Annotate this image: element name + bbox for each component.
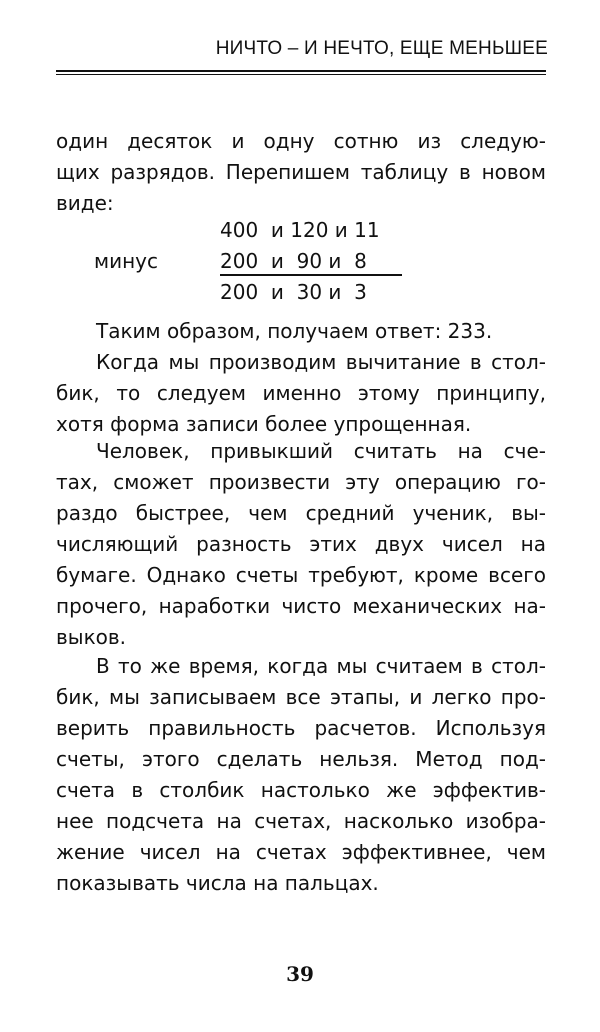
- table-value: 200 и 90 и 8: [220, 249, 367, 273]
- table-value: 400 и 120 и 11: [220, 218, 380, 242]
- paragraph-answer: [56, 316, 546, 347]
- text-line: счеты, этого сделать нельзя. Метод под-: [56, 747, 546, 771]
- text-line: бумаге. Однако счеты требуют, кроме всего: [56, 563, 546, 587]
- text-line: Когда мы производим вычитание в стол-: [96, 350, 546, 374]
- table-value: 200 и 30 и 3: [220, 280, 367, 304]
- text-line: нее подсчета на счетах, насколько изобра-: [56, 809, 546, 833]
- text-line: жение чисел на счетах эффективнее, чем: [56, 840, 546, 864]
- text-line: бик, мы записываем все этапы, и легко про-: [56, 685, 546, 709]
- text-line: щих разрядов. Перепишем таблицу в новом: [56, 160, 546, 184]
- table-row-subtrahend: [0, 246, 600, 277]
- text-line: Человек, привыкший считать на сче-: [96, 439, 546, 463]
- minus-label: минус: [94, 249, 158, 273]
- paragraph-abacus: [56, 436, 546, 653]
- intro-paragraph: [56, 126, 546, 219]
- paragraph-conclusion: [56, 651, 546, 899]
- text-line: верить правильность расчетов. Используя: [56, 716, 546, 740]
- subtraction-rule: [220, 274, 402, 276]
- text-line: один десяток и одну сотню из следую-: [56, 129, 546, 153]
- text-line: раздо быстрее, чем средний ученик, вы-: [56, 501, 546, 525]
- header-rule-thick: [56, 70, 546, 72]
- text-line: Таким образом, получаем ответ: 233.: [96, 319, 493, 343]
- text-line: бик, то следуем именно этому принципу,: [56, 381, 546, 405]
- paragraph-column-subtraction: [56, 347, 546, 440]
- text-line: числяющий разность этих двух чисел на: [56, 532, 546, 556]
- text-line: счета в столбик настолько же эффектив-: [56, 778, 546, 802]
- text-line: тах, сможет произвести эту операцию го-: [56, 470, 546, 494]
- header-rule-thin: [56, 74, 546, 75]
- text-line: показывать числа на пальцах.: [56, 871, 379, 895]
- text-line: хотя форма записи более упрощенная.: [56, 412, 472, 436]
- table-row-result: [0, 277, 600, 308]
- text-line: В то же время, когда мы считаем в стол-: [96, 654, 546, 678]
- text-line: виде:: [56, 191, 114, 215]
- text-line: выков.: [56, 625, 127, 649]
- page-number: 39: [286, 962, 314, 986]
- running-header: НИЧТО – И НЕЧТО, ЕЩЕ МЕНЬШЕЕ: [215, 38, 548, 59]
- table-row-minuend: [0, 215, 600, 246]
- text-line: прочего, наработки чисто механических на-: [56, 594, 546, 618]
- subtraction-table: [0, 215, 600, 308]
